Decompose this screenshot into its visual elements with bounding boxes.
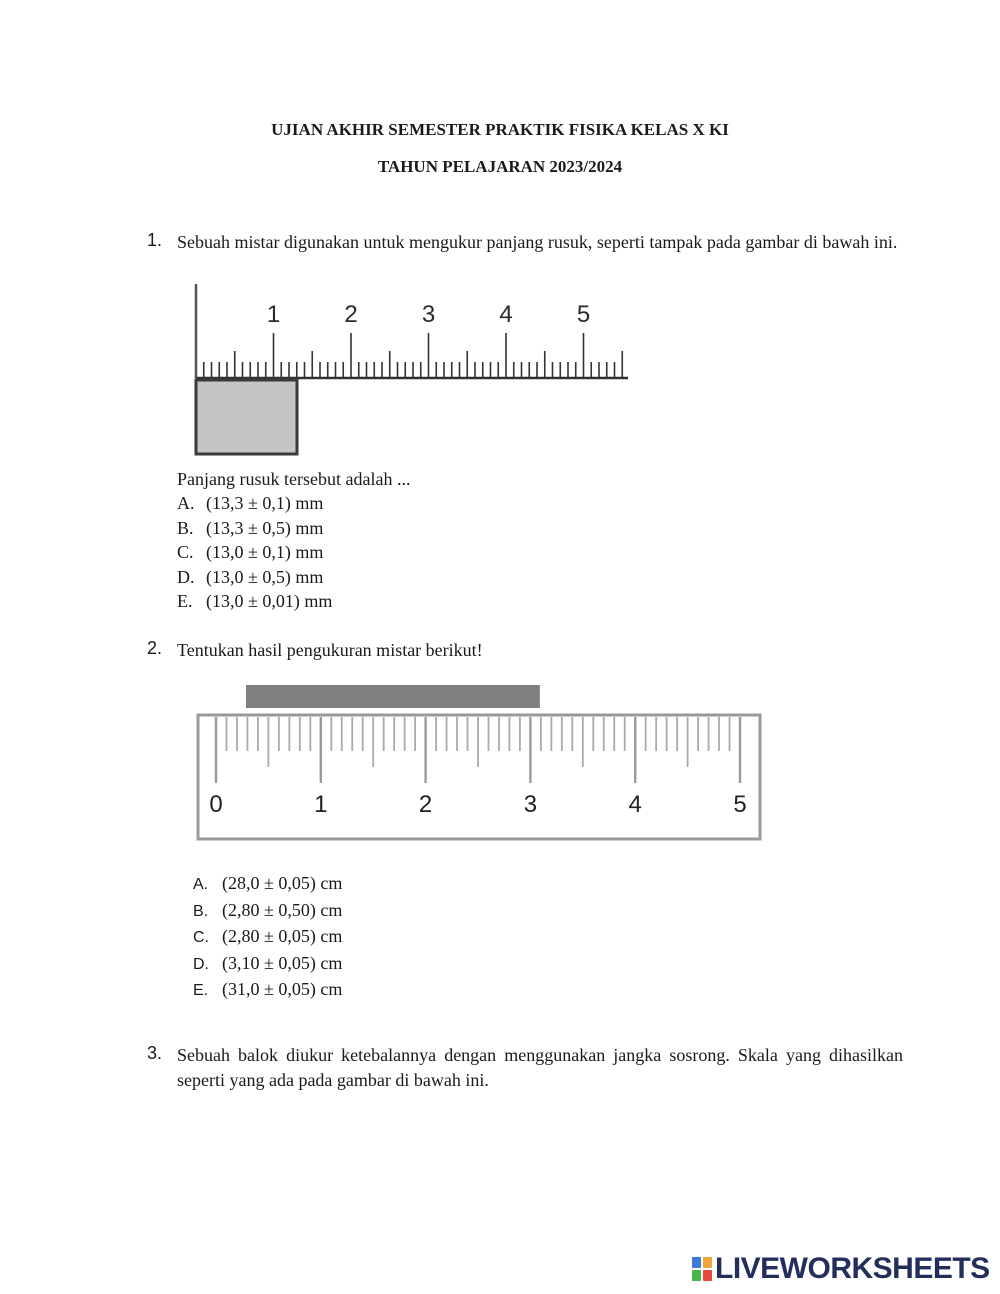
- ruler-ticks: [204, 333, 623, 377]
- logo-tile: [692, 1257, 701, 1268]
- ruler-label: 3: [421, 301, 436, 328]
- ruler-body: [198, 715, 760, 839]
- option-letter: D.: [177, 566, 195, 587]
- ruler-label: 3: [523, 791, 538, 818]
- option-1b[interactable]: [177, 516, 332, 541]
- option-letter: B.: [193, 902, 209, 920]
- option-text: (3,10 ± 0,05) cm: [222, 952, 343, 973]
- ruler-label: 5: [733, 791, 747, 818]
- page-title: UJIAN AKHIR SEMESTER PRAKTIK FISIKA KELAS X KI: [271, 120, 729, 139]
- logo-tile: [703, 1270, 712, 1281]
- option-2c[interactable]: [193, 924, 342, 951]
- option-letter: D.: [193, 955, 209, 973]
- ruler-label: 2: [344, 301, 358, 328]
- option-text: (13,0 ± 0,5) mm: [206, 566, 324, 587]
- measured-cube: [196, 380, 297, 454]
- question-3-number: 3.: [147, 1043, 163, 1063]
- option-letter: E.: [177, 591, 193, 611]
- option-text: (13,0 ± 0,01) mm: [206, 591, 333, 611]
- question-1-text: Sebuah mistar digunakan untuk mengukur panjang rusuk, seperti tampak pada gambar di bawah ini.: [177, 232, 898, 252]
- ruler-label: 4: [499, 301, 513, 328]
- question-3-text: Sebuah balok diukur ketebalannya dengan menggunakan jangka sosrong. Skala yang dihasilkan seperti yang ada pada gambar di bawah ini.: [177, 1045, 903, 1090]
- option-letter: E.: [193, 982, 209, 999]
- question-2-ruler-figure: [195, 683, 765, 845]
- question-1-options: [177, 491, 332, 614]
- option-text: (2,80 ± 0,50) cm: [222, 899, 343, 920]
- option-2e[interactable]: [193, 977, 342, 1004]
- page-subtitle: TAHUN PELAJARAN 2023/2024: [377, 157, 623, 176]
- ruler-label: 2: [418, 791, 433, 818]
- ruler-label: 1: [266, 301, 281, 328]
- question-1-ruler-figure: [186, 282, 632, 462]
- logo-tile: [703, 1257, 712, 1268]
- question-1-number: 1.: [147, 230, 163, 250]
- ruler-label: 5: [576, 301, 591, 328]
- option-text: (31,0 ± 0,05) cm: [222, 979, 343, 999]
- option-text: (2,80 ± 0,05) cm: [222, 926, 343, 946]
- question-2-text: Tentukan hasil pengukuran mistar berikut!: [177, 640, 483, 660]
- option-letter: C.: [177, 542, 194, 562]
- logo-text: LIVEWORKSHEETS: [715, 1252, 990, 1285]
- ruler-label: 4: [628, 791, 642, 818]
- option-text: (13,3 ± 0,5) mm: [206, 517, 324, 538]
- option-letter: C.: [193, 929, 209, 946]
- option-1d[interactable]: [177, 565, 332, 590]
- question-2-number: 2.: [147, 638, 163, 658]
- question-1-prompt: Panjang rusuk tersebut adalah ...: [177, 469, 411, 489]
- option-2b[interactable]: [193, 898, 342, 925]
- option-letter: A.: [177, 493, 195, 513]
- option-text: (28,0 ± 0,05) cm: [222, 873, 343, 893]
- ruler-label: 0: [209, 791, 223, 818]
- option-1e[interactable]: [177, 589, 332, 614]
- logo-tiles-icon: [692, 1257, 712, 1281]
- option-text: (13,3 ± 0,1) mm: [206, 493, 324, 513]
- measured-bar: [246, 685, 540, 708]
- ruler-labels: [267, 301, 590, 328]
- option-text: (13,0 ± 0,1) mm: [206, 542, 324, 562]
- option-letter: B.: [177, 517, 194, 538]
- option-1c[interactable]: [177, 540, 332, 565]
- ruler-label: 1: [314, 791, 328, 818]
- question-2-options: [193, 871, 342, 1004]
- option-1a[interactable]: [177, 491, 332, 516]
- option-2a[interactable]: [193, 871, 342, 898]
- option-letter: A.: [193, 876, 209, 893]
- option-2d[interactable]: [193, 951, 342, 978]
- logo-tile: [692, 1270, 701, 1281]
- liveworksheets-logo: [692, 1254, 990, 1284]
